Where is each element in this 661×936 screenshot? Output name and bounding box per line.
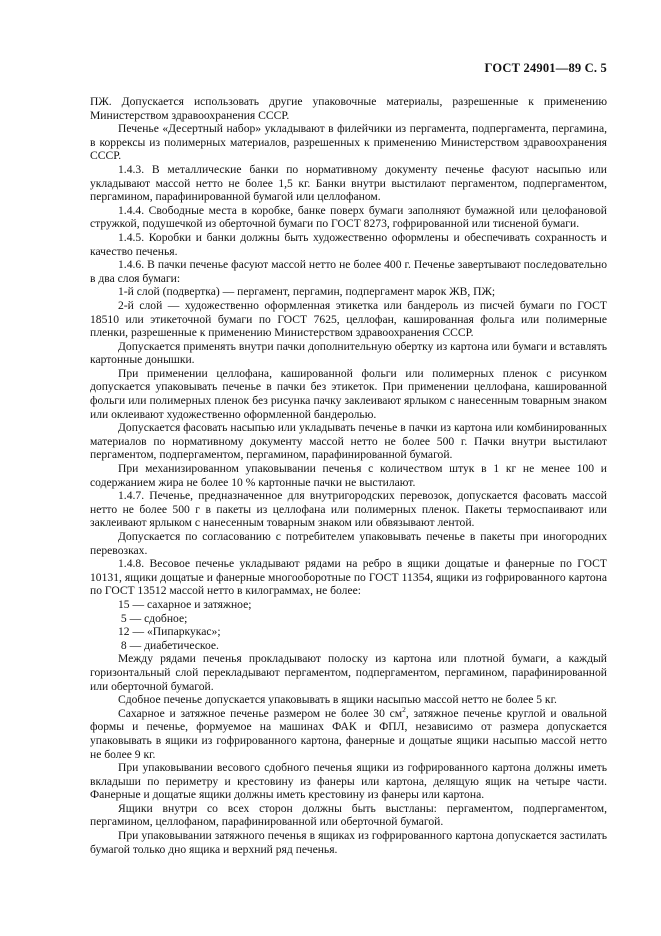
list-item: 8 — диабетическое. [118,638,219,652]
paragraph: Допускается фасовать насыпью или укладывать печенье в пачки из картона или комбинированных материалов по нормативному документу массой нетто не более 500 г. Пачки внутри выстилают пергаментом, подпергаментом, пергамином, парафинированной бумагой. [90,421,607,462]
page-header: ГОСТ 24901—89 С. 5 [484,61,607,75]
paragraph: При упаковывании весового сдобного печенья ящики из гофрированного картона должны иметь вкладыши по периметру и крестовину из фанеры или картона, делящую ящик на четыре части. Фанерные и дощатые ящики должны иметь крестовину из фанеры или картона. [90,761,607,802]
paragraph: 1.4.7. Печенье, предназначенное для внутригородских перевозок, допускается фасовать массой нетто не более 500 г в пакеты из целлофана или полимерных пленок. Пакеты термоспаивают или заклеивают ярлыком с нанесенным товарным знаком или обвязывают лентой. [90,489,607,530]
paragraph: При упаковывании затяжного печенья в ящиках из гофрированного картона допускается застилать бумагой только дно ящика и верхний ряд печенья. [90,829,607,856]
paragraph: 1-й слой (подвертка) — пергамент, пергамин, подпергамент марок ЖВ, ПЖ; [118,285,496,299]
paragraph: Допускается по согласованию с потребителем упаковывать печенье в пакеты при иногородних перевозках. [90,530,607,557]
paragraph-text: , затяжное печенье круглой и овальной формы и печенье, формуемое на машинах ФАК и ФПЛ, независимо от размера допускается упаковывать в ящики из гофрированного картона, фанерные и дощатые ящики насыпью массой нетто не более 9 кг. [90,706,607,761]
paragraph: Сдобное печенье допускается упаковывать в ящики насыпью массой нетто не более 5 кг. [118,693,557,707]
list-item: 15 — сахарное и затяжное; [118,597,252,611]
paragraph: Печенье «Десертный набор» укладывают в филейчики из пергамента, подпергамента, пергамина, в коррексы из полимерных материалов, разрешенных к применению Министерством здравоохранения СССР. [90,122,607,163]
paragraph: Между рядами печенья прокладывают полоску из картона или плотной бумаги, а каждый горизонтальный слой перекладывают пергаментом, подпергаментом, пергамином, парафинированной или оберточной бумагой. [90,652,607,693]
list-item: 12 — «Пипаркукас»; [118,625,221,639]
paragraph: При применении целлофана, кашированной фольги или полимерных пленок с рисунком допускается упаковывать печенье в пачки без этикеток. При применении целлофана, кашированной фольги или полимерных пленок без рисунка пачку заклеивают ярлыком с нанесенным товарным знаком или оклеивают художественно оформленной бандеролью. [90,366,607,421]
superscript: 2 [402,704,406,714]
paragraph: При механизированном упаковывании печенья с количеством штук в 1 кг не менее 100 и содержанием жира не более 10 % картонные пачки не выстилают. [90,462,607,489]
paragraph: Ящики внутри со всех сторон должны быть выстланы: пергаментом, подпергаментом, пергамином, целлофаном, парафинированной или оберточной бумагой. [90,801,607,829]
paragraph: ПЖ. Допускается использовать другие упаковочные материалы, разрешенные к применению Министерством здравоохранения СССР. [90,95,607,122]
paragraph: 1.4.5. Коробки и банки должны быть художественно оформлены и обеспечивать сохранность и качество печенья. [90,230,607,258]
document-body [90,95,607,856]
paragraph: Допускается применять внутри пачки дополнительную обертку из картона или бумаги и вставлять картонные донышки. [90,339,607,367]
paragraph: 1.4.3. В металлические банки по нормативному документу печенье фасуют насыпью или укладывают массой нетто не более 1,5 кг. Банки внутри выстилают пергаментом, подпергаментом, пергамином, парафинированной бумагой или целлофаном. [90,162,607,204]
paragraph: 1.4.4. Свободные места в коробке, банке поверх бумаги заполняют бумажной или целофановой стружкой, подушечкой из оберточной бумаги по ГОСТ 8273, гофрированной или тисненой бумаги. [90,203,607,231]
paragraph: 1.4.6. В пачки печенье фасуют массой нетто не более 400 г. Печенье завертывают последовательно в два слоя бумаги: [90,258,607,285]
paragraph [90,704,607,761]
paragraph-text: Сахарное и затяжное печенье размером не более 30 см [118,706,403,720]
paragraph: 2-й слой — художественно оформленная этикетка или бандероль из писчей бумаги по ГОСТ 18510 или этикеточной бумаги по ГОСТ 7625, целлофан, кашированная фольга или полимерные пленки, разрешенные к применению Министерством здравоохранения СССР. [90,298,607,340]
list-item: 5 — сдобное; [118,611,188,625]
paragraph: 1.4.8. Весовое печенье укладывают рядами на ребро в ящики дощатые и фанерные по ГОСТ 10131, ящики дощатые и фанерные многооборотные по ГОСТ 11354, ящики из гофрированного картона по ГОСТ 13512 массой нетто в килограммах, не более: [90,557,607,598]
